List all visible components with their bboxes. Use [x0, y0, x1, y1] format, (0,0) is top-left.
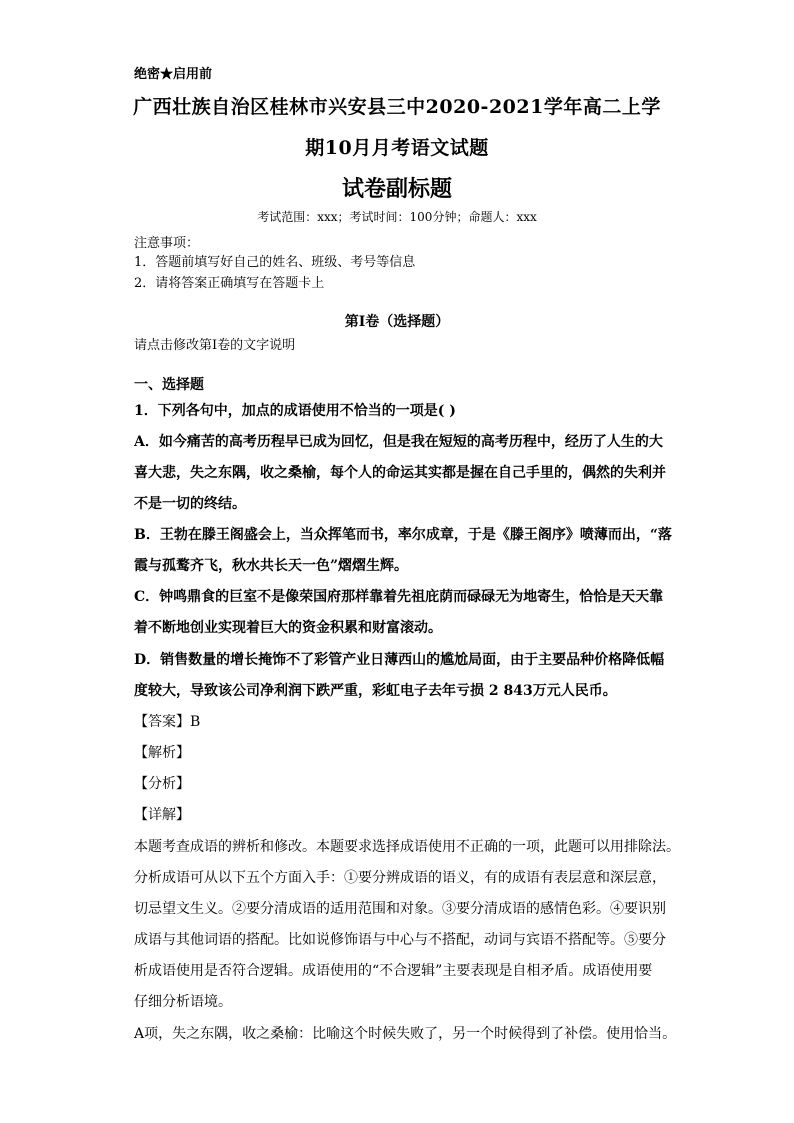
- notice-title: 注意事项：: [134, 236, 200, 251]
- detail-line: 成语与其他词语的搭配。比如说修饰语与中心与不搭配，动词与宾语不搭配等。⑤要分: [134, 932, 666, 948]
- detail-line: 析成语使用是否符合逻辑。成语使用的“不合逻辑”主要表现是自相矛盾。成语使用要: [134, 963, 653, 979]
- option-line: 喜大悲，失之东隅，收之桑榆，每个人的命运其实都是握在自己手里的，偶然的失利并: [134, 465, 666, 481]
- detail-line: 切忌望文生义。②要分清成语的适用范围和对象。③要分清成语的感情色彩。④要识别: [134, 901, 666, 917]
- option-line: B．王勃在滕王阁盛会上，当众挥笔而书，率尔成章，于是《滕王阁序》喷薄而出，“落: [134, 527, 672, 543]
- section-title: 一、选择题: [134, 377, 204, 393]
- option-line: 不是一切的终结。: [134, 496, 246, 512]
- detail-line: A项，失之东隅，收之桑榆：比喻这个时候失败了，另一个时候得到了补偿。使用恰当。: [134, 1026, 677, 1042]
- question-stem: 1．下列各句中，加点的成语使用不恰当的一项是( ): [134, 403, 456, 419]
- detail-line: 分析成语可从以下五个方面入手：①要分辨成语的语义，有的成语有表层意和深层意，: [134, 870, 666, 886]
- notice-item: 2．请将答案正确填写在答题卡上: [134, 276, 325, 291]
- exam-title-line-2: 期10月月考语文试题: [305, 137, 489, 159]
- confidential-label: 绝密★启用前: [134, 67, 213, 82]
- option-line: 霞与孤鹜齐飞，秋水共长天一色”熠熠生辉。: [134, 558, 409, 574]
- volume-title: 第I卷（选择题）: [344, 314, 450, 330]
- exam-subtitle: 试卷副标题: [341, 176, 452, 202]
- option-line: D．销售数量的增长掩饰不了彩管产业日薄西山的尴尬局面，由于主要品种价格降低幅: [134, 652, 665, 668]
- detail-line: 仔细分析语境。: [134, 994, 232, 1010]
- detail-label: 【详解】: [134, 807, 190, 823]
- volume-description[interactable]: 请点击修改第I卷的文字说明: [134, 338, 296, 353]
- fenxi-label: 【分析】: [134, 776, 190, 792]
- notice-item: 1．答题前填写好自己的姓名、班级、考号等信息: [134, 255, 416, 270]
- option-line: 着不断地创业实现着巨大的资金积累和财富滚动。: [134, 620, 442, 636]
- exam-info: 考试范围：xxx；考试时间：100分钟；命题人：xxx: [257, 210, 537, 224]
- option-line: C．钟鸣鼎食的巨室不是像荣国府那样靠着先祖庇荫而碌碌无为地寄生，恰恰是天天靠: [134, 589, 664, 605]
- detail-line: 本题考查成语的辨析和修改。本题要求选择成语使用不正确的一项，此题可以用排除法。: [134, 839, 680, 855]
- option-line: A．如今痛苦的高考历程早已成为回忆，但是我在短短的高考历程中，经历了人生的大: [134, 434, 663, 450]
- answer-label: 【答案】B: [134, 714, 201, 730]
- analysis-label: 【解析】: [134, 745, 190, 761]
- option-line: 度较大，导致该公司净利润下跌严重，彩虹电子去年亏损 2 843万元人民币。: [134, 683, 617, 699]
- exam-title-line-1: 广西壮族自治区桂林市兴安县三中2020-2021学年高二上学: [133, 96, 661, 118]
